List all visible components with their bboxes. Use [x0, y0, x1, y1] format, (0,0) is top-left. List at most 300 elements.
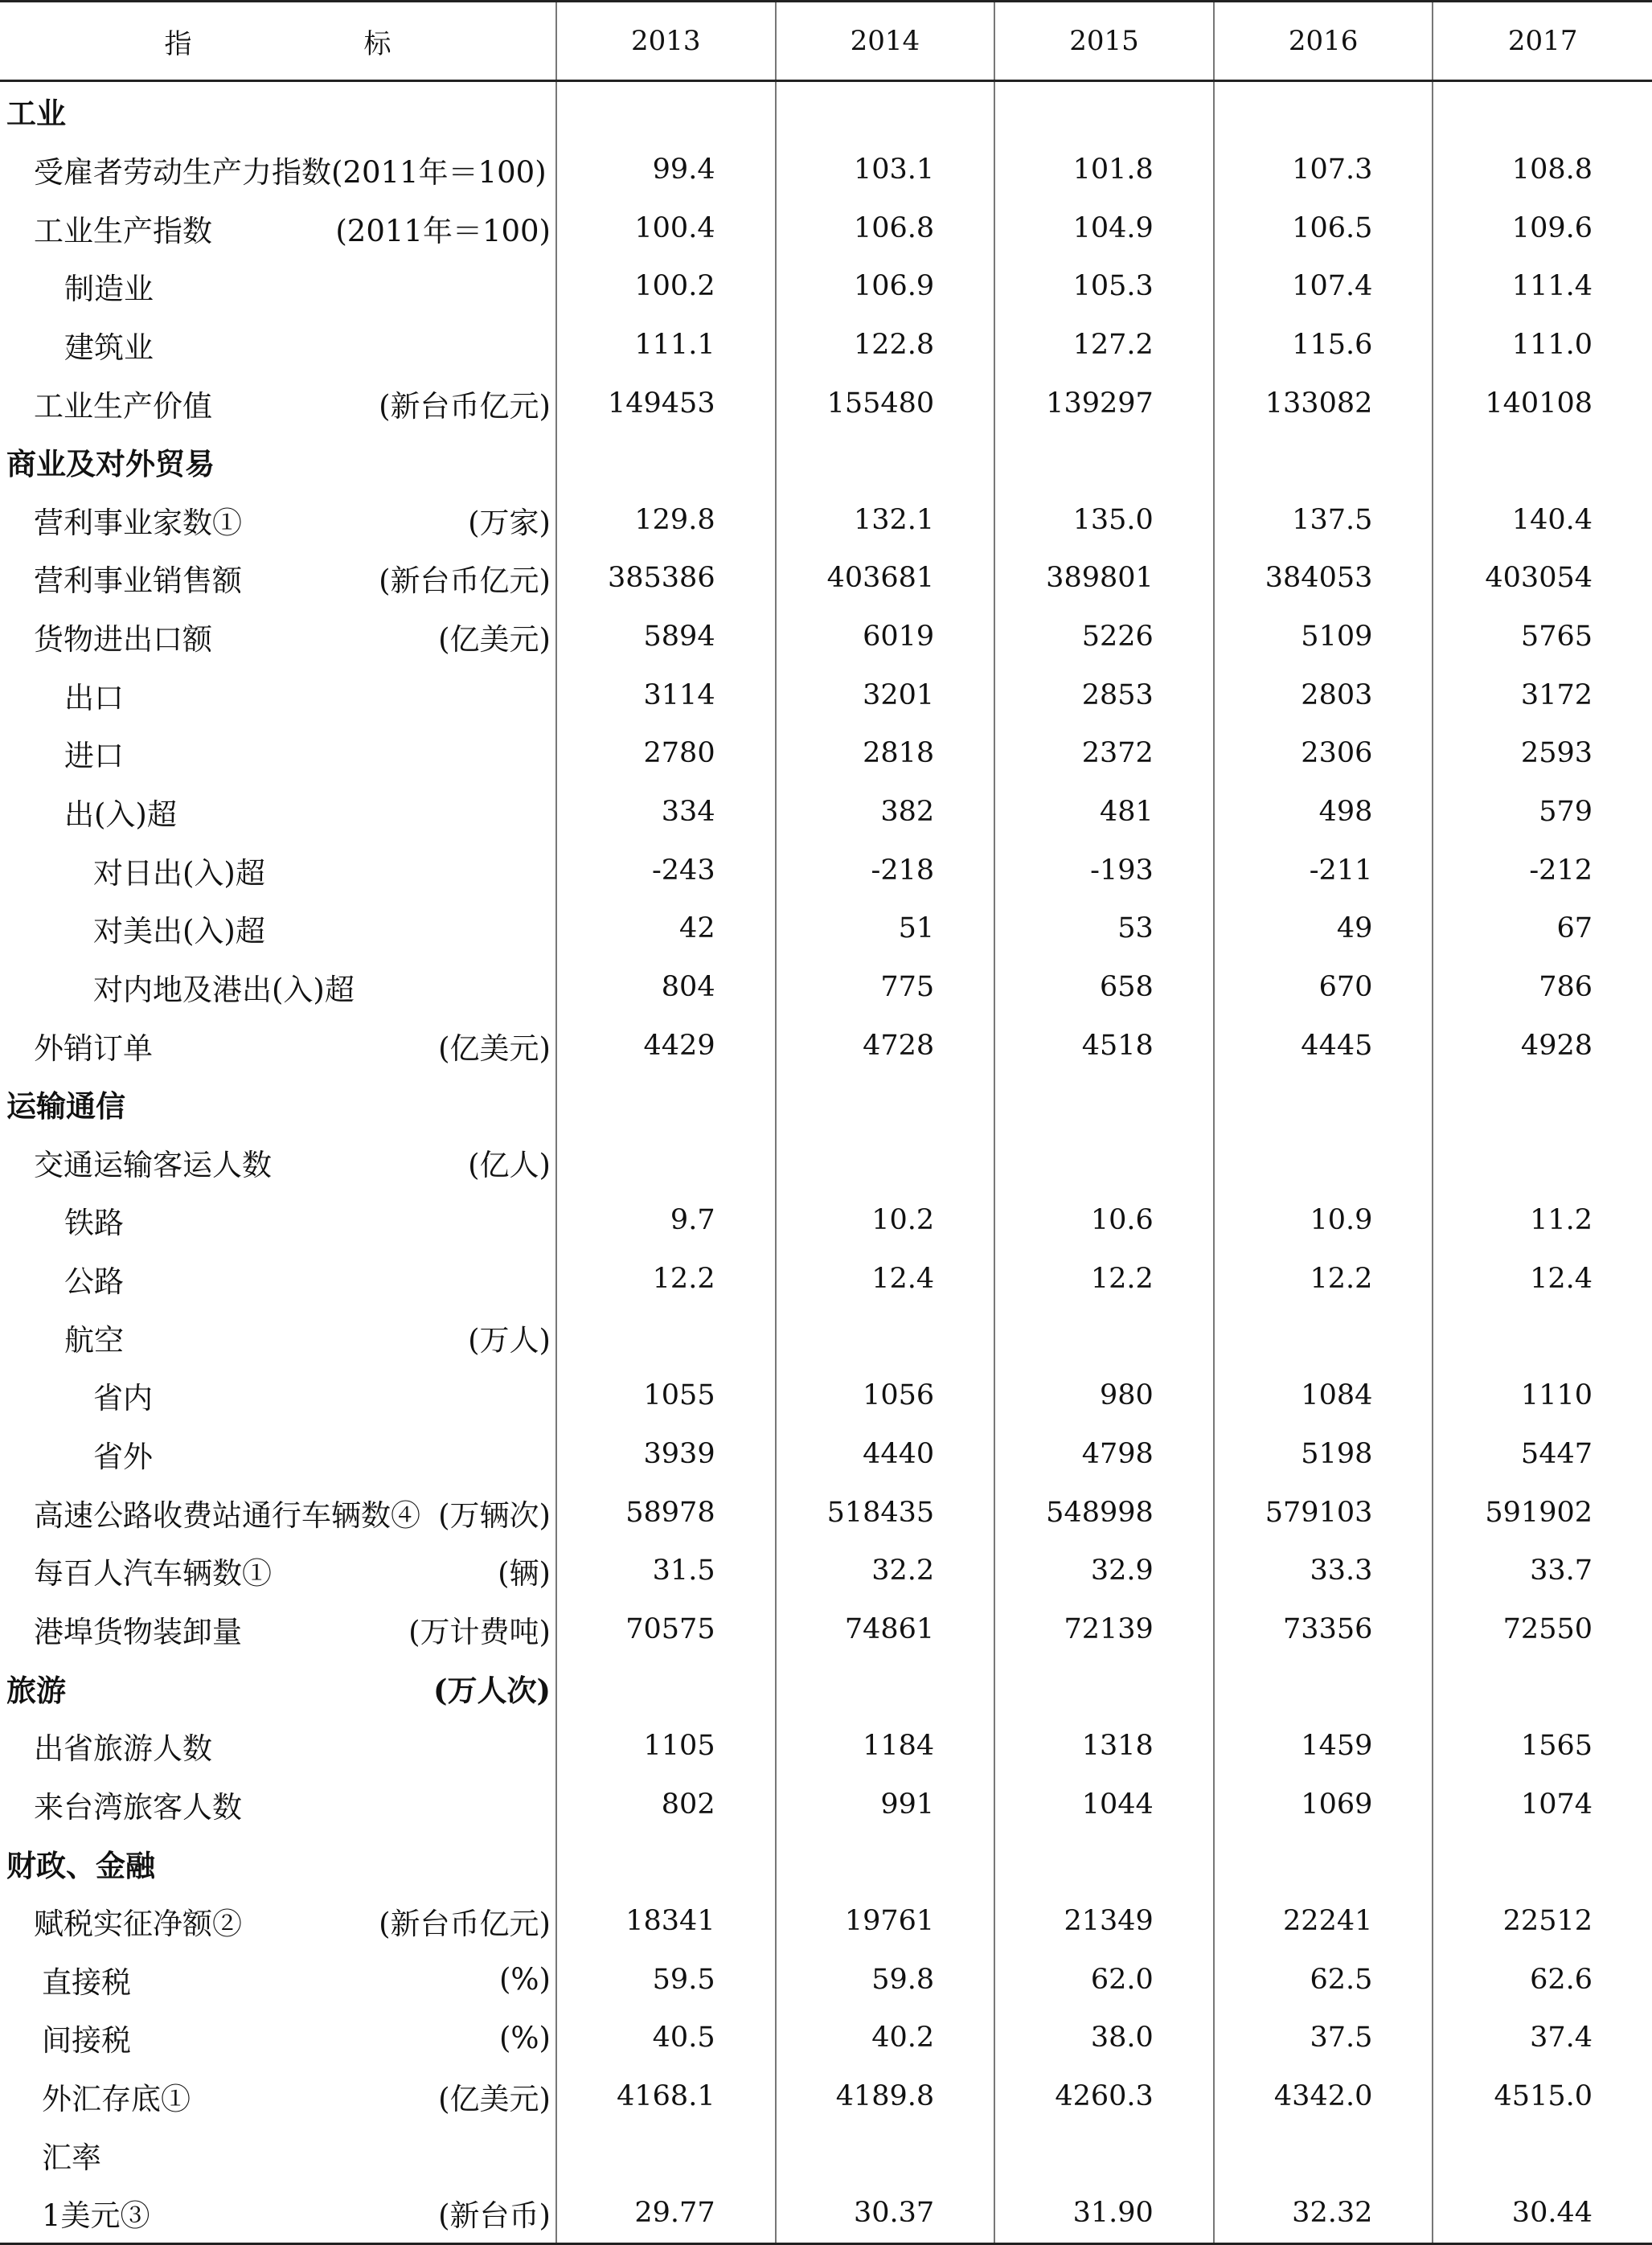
table-row: [0, 316, 1652, 375]
indicator-cell: [0, 1951, 556, 2009]
value-cell: [1214, 432, 1433, 491]
table-row: [0, 490, 1652, 549]
value-cell: 2372: [994, 724, 1214, 783]
table-row: [0, 141, 1652, 199]
table-row: [0, 2009, 1652, 2067]
value-cell: 62.0: [994, 1951, 1214, 2009]
value-cell: 129.8: [556, 490, 776, 549]
table-row: [0, 1833, 1652, 1892]
table-row: [0, 841, 1652, 899]
value-cell: 2780: [556, 724, 776, 783]
value-cell: 334: [556, 783, 776, 842]
table-row: [0, 1600, 1652, 1659]
value-cell: [1433, 1308, 1652, 1366]
value-cell: 1084: [1214, 1366, 1433, 1425]
indicator-cell: [0, 841, 556, 899]
value-cell: 111.4: [1433, 257, 1652, 316]
indicator-unit: (新台币亿元): [379, 388, 551, 424]
indicator-label: 营利事业销售额: [34, 563, 242, 599]
value-cell: 32.9: [994, 1542, 1214, 1600]
value-cell: 481: [994, 783, 1214, 842]
indicator-label: 间接税: [42, 2023, 131, 2059]
value-cell: [1433, 81, 1652, 141]
value-cell: 70575: [556, 1600, 776, 1659]
value-cell: 382: [776, 783, 995, 842]
value-cell: 72139: [994, 1600, 1214, 1659]
value-cell: -218: [776, 841, 995, 899]
table-row: [0, 1366, 1652, 1425]
indicator-cell: [0, 316, 556, 375]
value-cell: 3114: [556, 666, 776, 724]
value-cell: 139297: [994, 374, 1214, 432]
value-cell: 2853: [994, 666, 1214, 724]
value-cell: [1214, 1833, 1433, 1892]
value-cell: 12.2: [556, 1250, 776, 1309]
indicator-label: 对美出(入)超: [93, 914, 265, 949]
value-cell: 73356: [1214, 1600, 1433, 1659]
value-cell: 22241: [1214, 1892, 1433, 1951]
value-cell: 40.5: [556, 2009, 776, 2067]
value-cell: 4518: [994, 1016, 1214, 1075]
value-cell: 1459: [1214, 1717, 1433, 1776]
indicator-label: 建筑业: [64, 330, 154, 365]
indicator-label: 营利事业家数①: [34, 505, 242, 540]
indicator-label: 受雇者劳动生产力指数(2011年＝100): [34, 154, 547, 190]
value-cell: [994, 81, 1214, 141]
value-cell: 5109: [1214, 608, 1433, 666]
table-row: [0, 1075, 1652, 1133]
table-row: [0, 81, 1652, 141]
header-year: 2017: [1433, 2, 1652, 81]
value-cell: 1565: [1433, 1717, 1652, 1776]
indicator-unit: (%): [498, 2020, 551, 2055]
value-cell: [776, 81, 995, 141]
value-cell: 10.2: [776, 1191, 995, 1250]
value-cell: 4728: [776, 1016, 995, 1075]
indicator-cell: [0, 899, 556, 958]
value-cell: [1433, 2125, 1652, 2184]
value-cell: 33.7: [1433, 1542, 1652, 1600]
value-cell: [556, 1658, 776, 1717]
table-row: [0, 1425, 1652, 1484]
value-cell: 62.6: [1433, 1951, 1652, 2009]
indicator-unit: (新台币): [438, 2198, 551, 2234]
indicator-cell: [0, 549, 556, 608]
indicator-label: 出口: [64, 680, 124, 715]
value-cell: 33.3: [1214, 1542, 1433, 1600]
indicator-cell: [0, 1776, 556, 1834]
value-cell: 51: [776, 899, 995, 958]
value-cell: 1044: [994, 1776, 1214, 1834]
value-cell: 12.2: [1214, 1250, 1433, 1309]
table-row: [0, 1951, 1652, 2009]
indicator-label: 省内: [93, 1381, 153, 1416]
value-cell: 9.7: [556, 1191, 776, 1250]
indicator-cell: [0, 2009, 556, 2067]
indicator-cell: [0, 81, 556, 141]
indicator-unit: (万辆次): [438, 1497, 551, 1533]
table-row: [0, 1542, 1652, 1600]
value-cell: 140108: [1433, 374, 1652, 432]
value-cell: [776, 2125, 995, 2184]
value-cell: 111.1: [556, 316, 776, 375]
value-cell: 12.4: [776, 1250, 995, 1309]
value-cell: 498: [1214, 783, 1433, 842]
table-row: [0, 666, 1652, 724]
value-cell: 106.8: [776, 199, 995, 257]
indicator-cell: [0, 432, 556, 491]
value-cell: 19761: [776, 1892, 995, 1951]
value-cell: [994, 432, 1214, 491]
indicator-cell: [0, 724, 556, 783]
value-cell: 59.8: [776, 1951, 995, 2009]
value-cell: 5765: [1433, 608, 1652, 666]
indicator-unit: (辆): [498, 1556, 551, 1592]
indicator-cell: [0, 199, 556, 257]
table-row: [0, 432, 1652, 491]
value-cell: 37.4: [1433, 2009, 1652, 2067]
value-cell: [1214, 81, 1433, 141]
value-cell: 59.5: [556, 1951, 776, 2009]
value-cell: [1214, 1658, 1433, 1717]
value-cell: [776, 1658, 995, 1717]
value-cell: 980: [994, 1366, 1214, 1425]
value-cell: 149453: [556, 374, 776, 432]
value-cell: 5198: [1214, 1425, 1433, 1484]
indicator-label: 高速公路收费站通行车辆数④: [34, 1497, 420, 1533]
value-cell: 37.5: [1214, 2009, 1433, 2067]
value-cell: 140.4: [1433, 490, 1652, 549]
indicator-label: 铁路: [64, 1206, 124, 1241]
value-cell: 31.90: [994, 2184, 1214, 2243]
indicator-label: 公路: [64, 1264, 124, 1300]
value-cell: 107.4: [1214, 257, 1433, 316]
value-cell: 40.2: [776, 2009, 995, 2067]
value-cell: 11.2: [1433, 1191, 1652, 1250]
indicator-cell: [0, 257, 556, 316]
value-cell: 74861: [776, 1600, 995, 1659]
value-cell: [556, 81, 776, 141]
indicator-label: 港埠货物装卸量: [34, 1614, 242, 1649]
value-cell: 1074: [1433, 1776, 1652, 1834]
value-cell: 99.4: [556, 141, 776, 199]
indicator-label: 直接税: [42, 1964, 131, 2000]
value-cell: 29.77: [556, 2184, 776, 2243]
indicator-label: 对日出(入)超: [93, 855, 265, 891]
value-cell: 31.5: [556, 1542, 776, 1600]
indicator-label: 工业生产指数: [34, 213, 212, 248]
value-cell: 1056: [776, 1366, 995, 1425]
value-cell: -243: [556, 841, 776, 899]
value-cell: 1069: [1214, 1776, 1433, 1834]
value-cell: 106.5: [1214, 199, 1433, 257]
value-cell: 108.8: [1433, 141, 1652, 199]
indicator-label: 财政、金融: [6, 1847, 155, 1883]
table-row: [0, 783, 1652, 842]
indicator-label: 对内地及港出(入)超: [93, 972, 355, 1007]
value-cell: 2593: [1433, 724, 1652, 783]
indicator-label: 出(入)超: [64, 797, 177, 832]
indicator-cell: [0, 1833, 556, 1892]
indicator-cell: [0, 141, 556, 199]
value-cell: 10.9: [1214, 1191, 1433, 1250]
value-cell: [1433, 1833, 1652, 1892]
header-year: 2015: [994, 2, 1214, 81]
indicator-cell: [0, 1366, 556, 1425]
value-cell: 403681: [776, 549, 995, 608]
header-indicator: 指 标: [0, 2, 556, 81]
value-cell: 548998: [994, 1483, 1214, 1542]
value-cell: 62.5: [1214, 1951, 1433, 2009]
indicator-cell: [0, 1542, 556, 1600]
value-cell: 30.37: [776, 2184, 995, 2243]
indicator-cell: [0, 783, 556, 842]
indicator-label: 省外: [93, 1440, 153, 1475]
table-row: [0, 257, 1652, 316]
indicator-unit: (万人次): [432, 1672, 551, 1708]
value-cell: 802: [556, 1776, 776, 1834]
indicator-unit: (万人): [468, 1322, 551, 1358]
indicator-cell: [0, 1075, 556, 1133]
value-cell: 21349: [994, 1892, 1214, 1951]
value-cell: [994, 1833, 1214, 1892]
indicator-label: 汇率: [42, 2140, 101, 2175]
value-cell: [776, 432, 995, 491]
value-cell: 49: [1214, 899, 1433, 958]
indicator-unit: (亿人): [468, 1147, 551, 1182]
indicator-unit: (亿美元): [438, 622, 551, 658]
value-cell: 775: [776, 958, 995, 1017]
indicator-unit: (新台币亿元): [379, 563, 551, 599]
value-cell: 4440: [776, 1425, 995, 1484]
value-cell: [556, 432, 776, 491]
indicator-cell: [0, 608, 556, 666]
value-cell: 4342.0: [1214, 2067, 1433, 2126]
value-cell: 670: [1214, 958, 1433, 1017]
value-cell: 4515.0: [1433, 2067, 1652, 2126]
value-cell: 103.1: [776, 141, 995, 199]
value-cell: 804: [556, 958, 776, 1017]
value-cell: [776, 1833, 995, 1892]
value-cell: 384053: [1214, 549, 1433, 608]
value-cell: [994, 1658, 1214, 1717]
indicator-cell: [0, 1133, 556, 1192]
table-row: [0, 1133, 1652, 1192]
header-year: 2014: [776, 2, 995, 81]
value-cell: [556, 1308, 776, 1366]
value-cell: 389801: [994, 549, 1214, 608]
value-cell: 786: [1433, 958, 1652, 1017]
value-cell: 591902: [1433, 1483, 1652, 1542]
indicator-label: 交通运输客运人数: [34, 1147, 272, 1182]
value-cell: 18341: [556, 1892, 776, 1951]
indicator-label: 每百人汽车辆数①: [34, 1556, 272, 1592]
value-cell: 1105: [556, 1717, 776, 1776]
value-cell: 72550: [1433, 1600, 1652, 1659]
table-row: [0, 1191, 1652, 1250]
table-row: [0, 1016, 1652, 1075]
value-cell: 32.32: [1214, 2184, 1433, 2243]
indicator-unit: (亿美元): [438, 1030, 551, 1066]
indicator-label: 出省旅游人数: [34, 1731, 212, 1767]
value-cell: [556, 1133, 776, 1192]
indicator-label: 航空: [64, 1322, 124, 1358]
value-cell: 579103: [1214, 1483, 1433, 1542]
value-cell: 155480: [776, 374, 995, 432]
value-cell: 22512: [1433, 1892, 1652, 1951]
value-cell: 4928: [1433, 1016, 1652, 1075]
table-row: [0, 958, 1652, 1017]
value-cell: [1214, 1308, 1433, 1366]
value-cell: 53: [994, 899, 1214, 958]
value-cell: 5447: [1433, 1425, 1652, 1484]
value-cell: 579: [1433, 783, 1652, 842]
indicator-label: 货物进出口额: [34, 622, 212, 658]
indicator-label: 商业及对外贸易: [6, 446, 215, 482]
indicator-cell: [0, 490, 556, 549]
value-cell: 67: [1433, 899, 1652, 958]
value-cell: 4168.1: [556, 2067, 776, 2126]
indicator-cell: [0, 2125, 556, 2184]
indicator-cell: [0, 1717, 556, 1776]
value-cell: [776, 1133, 995, 1192]
value-cell: 115.6: [1214, 316, 1433, 375]
table-row: [0, 1717, 1652, 1776]
indicator-cell: [0, 1308, 556, 1366]
table-row: [0, 899, 1652, 958]
value-cell: 4445: [1214, 1016, 1433, 1075]
value-cell: 658: [994, 958, 1214, 1017]
table-row: [0, 1776, 1652, 1834]
value-cell: 4798: [994, 1425, 1214, 1484]
value-cell: [1214, 2125, 1433, 2184]
value-cell: 107.3: [1214, 141, 1433, 199]
indicator-unit: (万家): [468, 505, 551, 540]
value-cell: 32.2: [776, 1542, 995, 1600]
indicator-cell: [0, 1250, 556, 1309]
indicator-cell: [0, 374, 556, 432]
table-row: [0, 1250, 1652, 1309]
table-row: [0, 1308, 1652, 1366]
indicator-cell: [0, 1600, 556, 1659]
value-cell: 991: [776, 1776, 995, 1834]
value-cell: 518435: [776, 1483, 995, 1542]
value-cell: 100.2: [556, 257, 776, 316]
value-cell: 30.44: [1433, 2184, 1652, 2243]
indicator-unit: (万计费吨): [408, 1614, 551, 1649]
table-row: [0, 2184, 1652, 2243]
value-cell: [1214, 1075, 1433, 1133]
indicator-label: 工业: [6, 96, 66, 132]
value-cell: -193: [994, 841, 1214, 899]
value-cell: [776, 1075, 995, 1133]
value-cell: 101.8: [994, 141, 1214, 199]
value-cell: 4429: [556, 1016, 776, 1075]
value-cell: 5226: [994, 608, 1214, 666]
value-cell: [556, 1075, 776, 1133]
table-row: [0, 199, 1652, 257]
table-row: [0, 1658, 1652, 1717]
value-cell: 403054: [1433, 549, 1652, 608]
value-cell: 2818: [776, 724, 995, 783]
value-cell: 42: [556, 899, 776, 958]
indicator-cell: [0, 1425, 556, 1484]
indicator-unit: (新台币亿元): [379, 1907, 551, 1942]
value-cell: [556, 2125, 776, 2184]
indicator-cell: [0, 1658, 556, 1717]
table-row: [0, 549, 1652, 608]
value-cell: 4260.3: [994, 2067, 1214, 2126]
value-cell: 3172: [1433, 666, 1652, 724]
value-cell: 38.0: [994, 2009, 1214, 2067]
value-cell: 4189.8: [776, 2067, 995, 2126]
value-cell: 111.0: [1433, 316, 1652, 375]
value-cell: 3939: [556, 1425, 776, 1484]
value-cell: 106.9: [776, 257, 995, 316]
table-row: [0, 608, 1652, 666]
table-row: [0, 374, 1652, 432]
value-cell: 12.2: [994, 1250, 1214, 1309]
table-row: [0, 2125, 1652, 2184]
indicator-cell: [0, 1892, 556, 1951]
value-cell: [994, 2125, 1214, 2184]
value-cell: 385386: [556, 549, 776, 608]
value-cell: 12.4: [1433, 1250, 1652, 1309]
indicator-cell: [0, 1016, 556, 1075]
indicator-label: 进口: [64, 739, 124, 774]
indicator-label: 工业生产价值: [34, 388, 212, 424]
value-cell: 2803: [1214, 666, 1433, 724]
indicator-cell: [0, 666, 556, 724]
value-cell: 135.0: [994, 490, 1214, 549]
value-cell: [994, 1075, 1214, 1133]
indicator-label: 运输通信: [6, 1088, 125, 1125]
value-cell: 6019: [776, 608, 995, 666]
value-cell: 104.9: [994, 199, 1214, 257]
value-cell: 105.3: [994, 257, 1214, 316]
value-cell: 137.5: [1214, 490, 1433, 549]
indicator-unit: (%): [498, 1962, 551, 1997]
indicator-unit: (2011年＝100): [335, 213, 551, 248]
indicator-label: 外销订单: [34, 1030, 153, 1066]
value-cell: [556, 1833, 776, 1892]
value-cell: [1214, 1133, 1433, 1192]
table-row: [0, 724, 1652, 783]
value-cell: -212: [1433, 841, 1652, 899]
value-cell: 1184: [776, 1717, 995, 1776]
indicator-label: 外汇存底①: [42, 2082, 191, 2117]
header-year: 2013: [556, 2, 776, 81]
value-cell: [994, 1133, 1214, 1192]
value-cell: 5894: [556, 608, 776, 666]
indicator-label: 赋税实征净额②: [34, 1907, 242, 1942]
indicator-cell: [0, 2184, 556, 2243]
value-cell: -211: [1214, 841, 1433, 899]
indicator-cell: [0, 1483, 556, 1542]
header-year: 2016: [1214, 2, 1433, 81]
indicator-cell: [0, 958, 556, 1017]
indicator-label: 1美元③: [42, 2198, 150, 2234]
value-cell: [776, 1308, 995, 1366]
indicator-label: 来台湾旅客人数: [34, 1789, 242, 1825]
value-cell: 122.8: [776, 316, 995, 375]
value-cell: 133082: [1214, 374, 1433, 432]
value-cell: 1318: [994, 1717, 1214, 1776]
value-cell: [1433, 1658, 1652, 1717]
value-cell: 132.1: [776, 490, 995, 549]
indicator-unit: (亿美元): [438, 2082, 551, 2117]
value-cell: 58978: [556, 1483, 776, 1542]
